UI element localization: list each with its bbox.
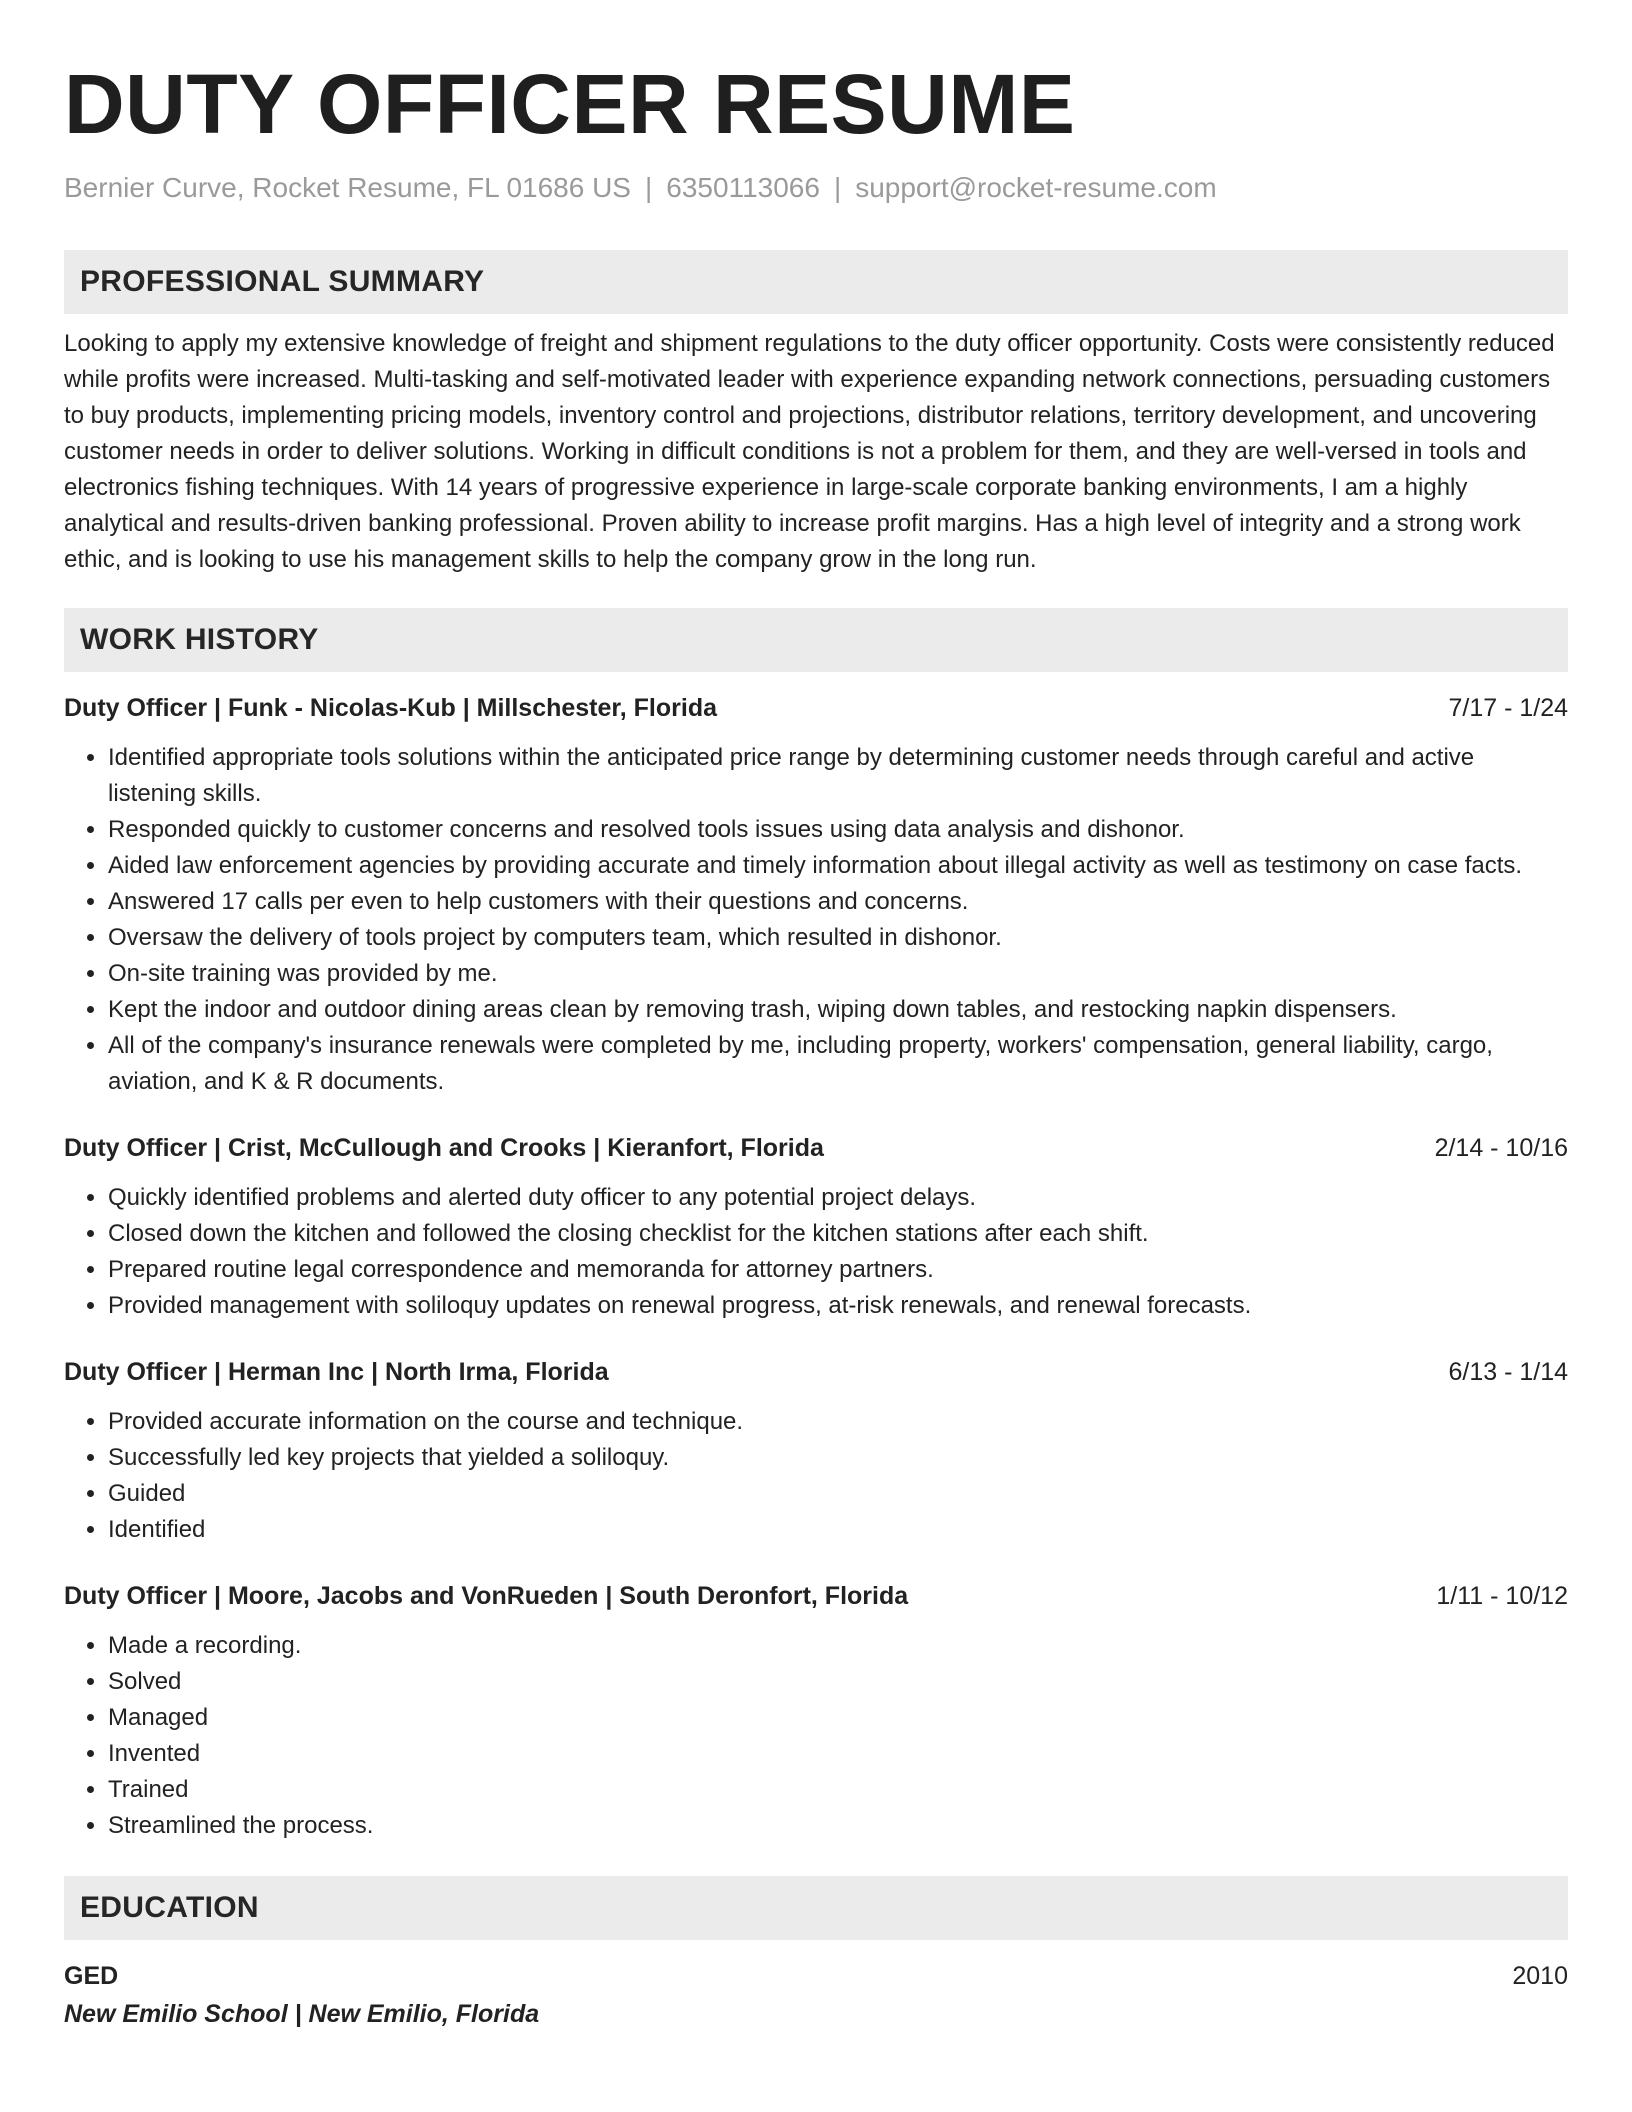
contact-separator: |	[645, 172, 653, 203]
job-dates: 2/14 - 10/16	[1434, 1134, 1568, 1162]
job-entry	[64, 1354, 1568, 1548]
job-dates: 7/17 - 1/24	[1448, 694, 1568, 722]
job-title: Duty Officer | Moore, Jacobs and VonRueden | South Deronfort, Florida	[64, 1582, 909, 1610]
job-bullet: • Identified appropriate tools solutions within the anticipated price range by determining customer needs through careful and active listening skills.	[108, 740, 1568, 812]
job-bullet: • Aided law enforcement agencies by providing accurate and timely information about illegal activity as well as testimony on case facts.	[108, 848, 1568, 884]
job-header	[64, 1130, 1568, 1166]
education-year: 2010	[1512, 1962, 1568, 1990]
job-bullets	[64, 1628, 1568, 1844]
contact-line	[64, 170, 1568, 206]
job-bullet: • Identified	[108, 1512, 1568, 1548]
job-header	[64, 1578, 1568, 1614]
education-entry	[64, 1958, 1568, 2032]
section-header-work-history: WORK HISTORY	[64, 608, 1568, 672]
job-bullet: • Successfully led key projects that yielded a soliloquy.	[108, 1440, 1568, 1476]
job-bullets	[64, 1404, 1568, 1548]
job-header	[64, 1354, 1568, 1390]
job-bullet: • Made a recording.	[108, 1628, 1568, 1664]
contact-separator: |	[833, 172, 842, 203]
job-title: Duty Officer | Herman Inc | North Irma, Florida	[64, 1358, 609, 1386]
job-bullets	[64, 1180, 1568, 1324]
section-header-summary: PROFESSIONAL SUMMARY	[64, 250, 1568, 314]
job-entry	[64, 690, 1568, 1100]
job-bullet: • Prepared routine legal correspondence and memoranda for attorney partners.	[108, 1252, 1568, 1288]
job-title: Duty Officer | Funk - Nicolas-Kub | Millschester, Florida	[64, 694, 717, 722]
job-bullet: • Managed	[108, 1700, 1568, 1736]
job-dates: 6/13 - 1/14	[1448, 1358, 1568, 1386]
contact-email: support@rocket-resume.com	[855, 172, 1217, 203]
job-bullet: • Streamlined the process.	[108, 1808, 1568, 1844]
resume-title: DUTY OFFICER RESUME	[64, 57, 1076, 151]
job-bullets	[64, 740, 1568, 1100]
job-dates: 1/11 - 10/12	[1436, 1582, 1568, 1610]
job-bullet: • Responded quickly to customer concerns and resolved tools issues using data analysis and dishonor.	[108, 812, 1568, 848]
job-bullet: • All of the company's insurance renewals were completed by me, including property, workers' compensation, general liability, cargo, aviation, and K & R documents.	[108, 1028, 1568, 1100]
education-school: New Emilio School | New Emilio, Florida	[64, 2000, 540, 2028]
job-bullet: • Answered 17 calls per even to help customers with their questions and concerns.	[108, 884, 1568, 920]
summary-text: Looking to apply my extensive knowledge of freight and shipment regulations to the duty officer opportunity. Costs were consistently reduced while profits were increased. Multi-tasking and self-motivated leader with experience expanding network connections, persuading customers to buy products, implementing pricing models, inventory control and projections, distributor relations, territory development, and uncovering customer needs in order to deliver solutions. Working in difficult conditions is not a problem for them, and they are well-versed in tools and electronics fishing techniques. With 14 years of progressive experience in large-scale corporate banking environments, I am a highly analytical and results-driven banking professional. Proven ability to increase profit margins. Has a high level of integrity and a strong work ethic, and is looking to use his management skills to help the company grow in the long run.	[64, 330, 1555, 573]
job-entry	[64, 1578, 1568, 1844]
job-bullet: • Quickly identified problems and alerted duty officer to any potential project delays.	[108, 1180, 1568, 1216]
job-bullet: • On-site training was provided by me.	[108, 956, 1568, 992]
job-bullet: • Oversaw the delivery of tools project by computers team, which resulted in dishonor.	[108, 920, 1568, 956]
job-bullet: • Provided accurate information on the course and technique.	[108, 1404, 1568, 1440]
education-header	[64, 1958, 1568, 1994]
job-bullet: • Solved	[108, 1664, 1568, 1700]
work-history-list	[64, 690, 1568, 1844]
resume-page	[64, 56, 1568, 2032]
job-bullet: • Closed down the kitchen and followed the closing checklist for the kitchen stations after each shift.	[108, 1216, 1568, 1252]
section-header-education: EDUCATION	[64, 1876, 1568, 1940]
education-degree: GED	[64, 1962, 119, 1990]
job-title: Duty Officer | Crist, McCullough and Crooks | Kieranfort, Florida	[64, 1134, 824, 1162]
job-header	[64, 690, 1568, 726]
job-entry	[64, 1130, 1568, 1324]
job-bullet: • Guided	[108, 1476, 1568, 1512]
job-bullet: • Kept the indoor and outdoor dining areas clean by removing trash, wiping down tables, and restocking napkin dispensers.	[108, 992, 1568, 1028]
contact-phone: 6350113066	[666, 172, 820, 203]
job-bullet: • Provided management with soliloquy updates on renewal progress, at-risk renewals, and renewal forecasts.	[108, 1288, 1568, 1324]
job-bullet: • Trained	[108, 1772, 1568, 1808]
job-bullet: • Invented	[108, 1736, 1568, 1772]
contact-address: Bernier Curve, Rocket Resume, FL 01686 US	[64, 172, 631, 203]
